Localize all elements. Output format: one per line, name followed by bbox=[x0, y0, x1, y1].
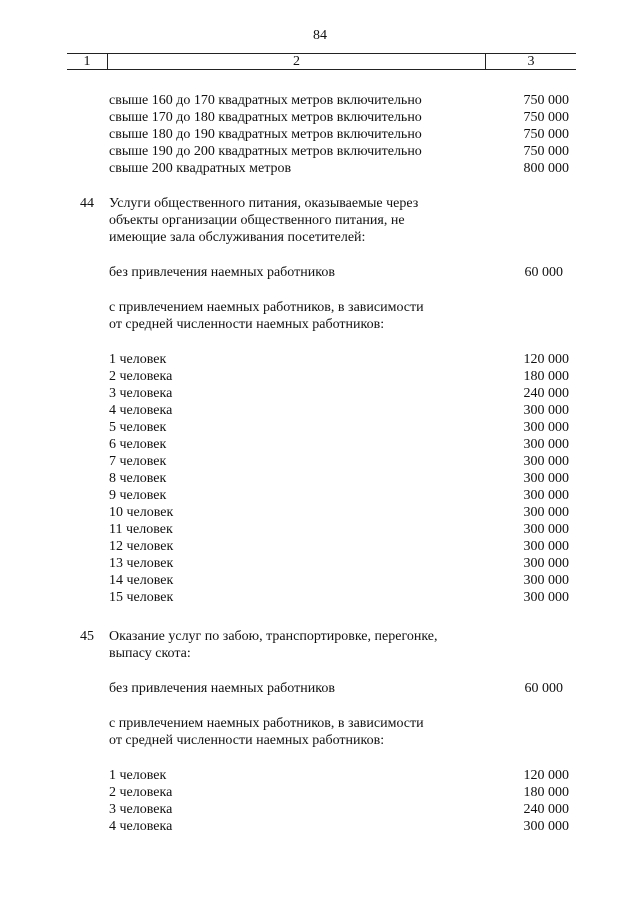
row-text: 15 человек bbox=[109, 590, 174, 605]
row-value: 750 000 bbox=[523, 127, 569, 142]
row-value: 300 000 bbox=[523, 454, 569, 469]
row-value: 120 000 bbox=[523, 352, 569, 367]
item-44-title: объекты организации общественного питания, не bbox=[109, 213, 405, 228]
row-value: 300 000 bbox=[523, 819, 569, 834]
with-employees-text: от средней численности наемных работников: bbox=[109, 317, 385, 332]
row-value: 300 000 bbox=[523, 539, 569, 554]
row-text: 2 человека bbox=[109, 785, 173, 800]
row-value: 750 000 bbox=[523, 110, 569, 125]
row-value: 800 000 bbox=[523, 161, 569, 176]
row-text: 5 человек bbox=[109, 420, 167, 435]
row-value: 240 000 bbox=[523, 802, 569, 817]
no-employees-text: без привлечения наемных работников bbox=[109, 265, 335, 280]
row-text: 9 человек bbox=[109, 488, 167, 503]
row-value: 300 000 bbox=[523, 488, 569, 503]
row-value: 750 000 bbox=[523, 144, 569, 159]
row-value: 300 000 bbox=[523, 437, 569, 452]
with-employees-text: с привлечением наемных работников, в зависимости bbox=[109, 716, 424, 731]
column-header-3: 3 bbox=[527, 53, 535, 69]
row-text: 1 человек bbox=[109, 768, 167, 783]
row-value: 750 000 bbox=[523, 93, 569, 108]
no-employees-text: без привлечения наемных работников bbox=[109, 681, 335, 696]
row-text: 10 человек bbox=[109, 505, 174, 520]
row-text: свыше 170 до 180 квадратных метров включительно bbox=[109, 110, 422, 125]
row-value: 300 000 bbox=[523, 403, 569, 418]
row-value: 300 000 bbox=[523, 471, 569, 486]
row-text: 8 человек bbox=[109, 471, 167, 486]
row-text: 1 человек bbox=[109, 352, 167, 367]
column-header-2: 2 bbox=[108, 54, 486, 69]
row-value: 240 000 bbox=[523, 386, 569, 401]
row-text: 12 человек bbox=[109, 539, 174, 554]
item-44-title: имеющие зала обслуживания посетителей: bbox=[109, 230, 366, 245]
row-text: 7 человек bbox=[109, 454, 167, 469]
row-value: 300 000 bbox=[523, 556, 569, 571]
row-text: свыше 190 до 200 квадратных метров включительно bbox=[109, 144, 422, 159]
row-text: 6 человек bbox=[109, 437, 167, 452]
row-value: 180 000 bbox=[523, 369, 569, 384]
no-employees-value: 60 000 bbox=[524, 265, 563, 280]
item-45-title: Оказание услуг по забою, транспортировке, перегонке, bbox=[109, 629, 438, 644]
item-number-45: 45 bbox=[80, 629, 94, 644]
row-value: 300 000 bbox=[523, 573, 569, 588]
row-value: 300 000 bbox=[523, 590, 569, 605]
row-value: 180 000 bbox=[523, 785, 569, 800]
row-value: 300 000 bbox=[523, 505, 569, 520]
row-value: 300 000 bbox=[523, 522, 569, 537]
column-header-1: 1 bbox=[67, 54, 108, 69]
table-header bbox=[67, 53, 576, 70]
page-number: 84 bbox=[313, 28, 327, 43]
row-text: свыше 160 до 170 квадратных метров включительно bbox=[109, 93, 422, 108]
row-text: свыше 200 квадратных метров bbox=[109, 161, 292, 176]
item-45-title: выпасу скота: bbox=[109, 646, 191, 661]
item-number-44: 44 bbox=[80, 196, 94, 211]
row-value: 300 000 bbox=[523, 420, 569, 435]
row-text: 2 человека bbox=[109, 369, 173, 384]
row-value: 120 000 bbox=[523, 768, 569, 783]
row-text: 3 человека bbox=[109, 386, 173, 401]
row-text: свыше 180 до 190 квадратных метров включительно bbox=[109, 127, 422, 142]
row-text: 4 человека bbox=[109, 403, 173, 418]
no-employees-value: 60 000 bbox=[524, 681, 563, 696]
row-text: 3 человека bbox=[109, 802, 173, 817]
with-employees-text: с привлечением наемных работников, в зависимости bbox=[109, 300, 424, 315]
row-text: 4 человека bbox=[109, 819, 173, 834]
row-text: 14 человек bbox=[109, 573, 174, 588]
with-employees-text: от средней численности наемных работников: bbox=[109, 733, 385, 748]
item-44-title: Услуги общественного питания, оказываемые через bbox=[109, 196, 419, 211]
row-text: 13 человек bbox=[109, 556, 174, 571]
row-text: 11 человек bbox=[109, 522, 173, 537]
